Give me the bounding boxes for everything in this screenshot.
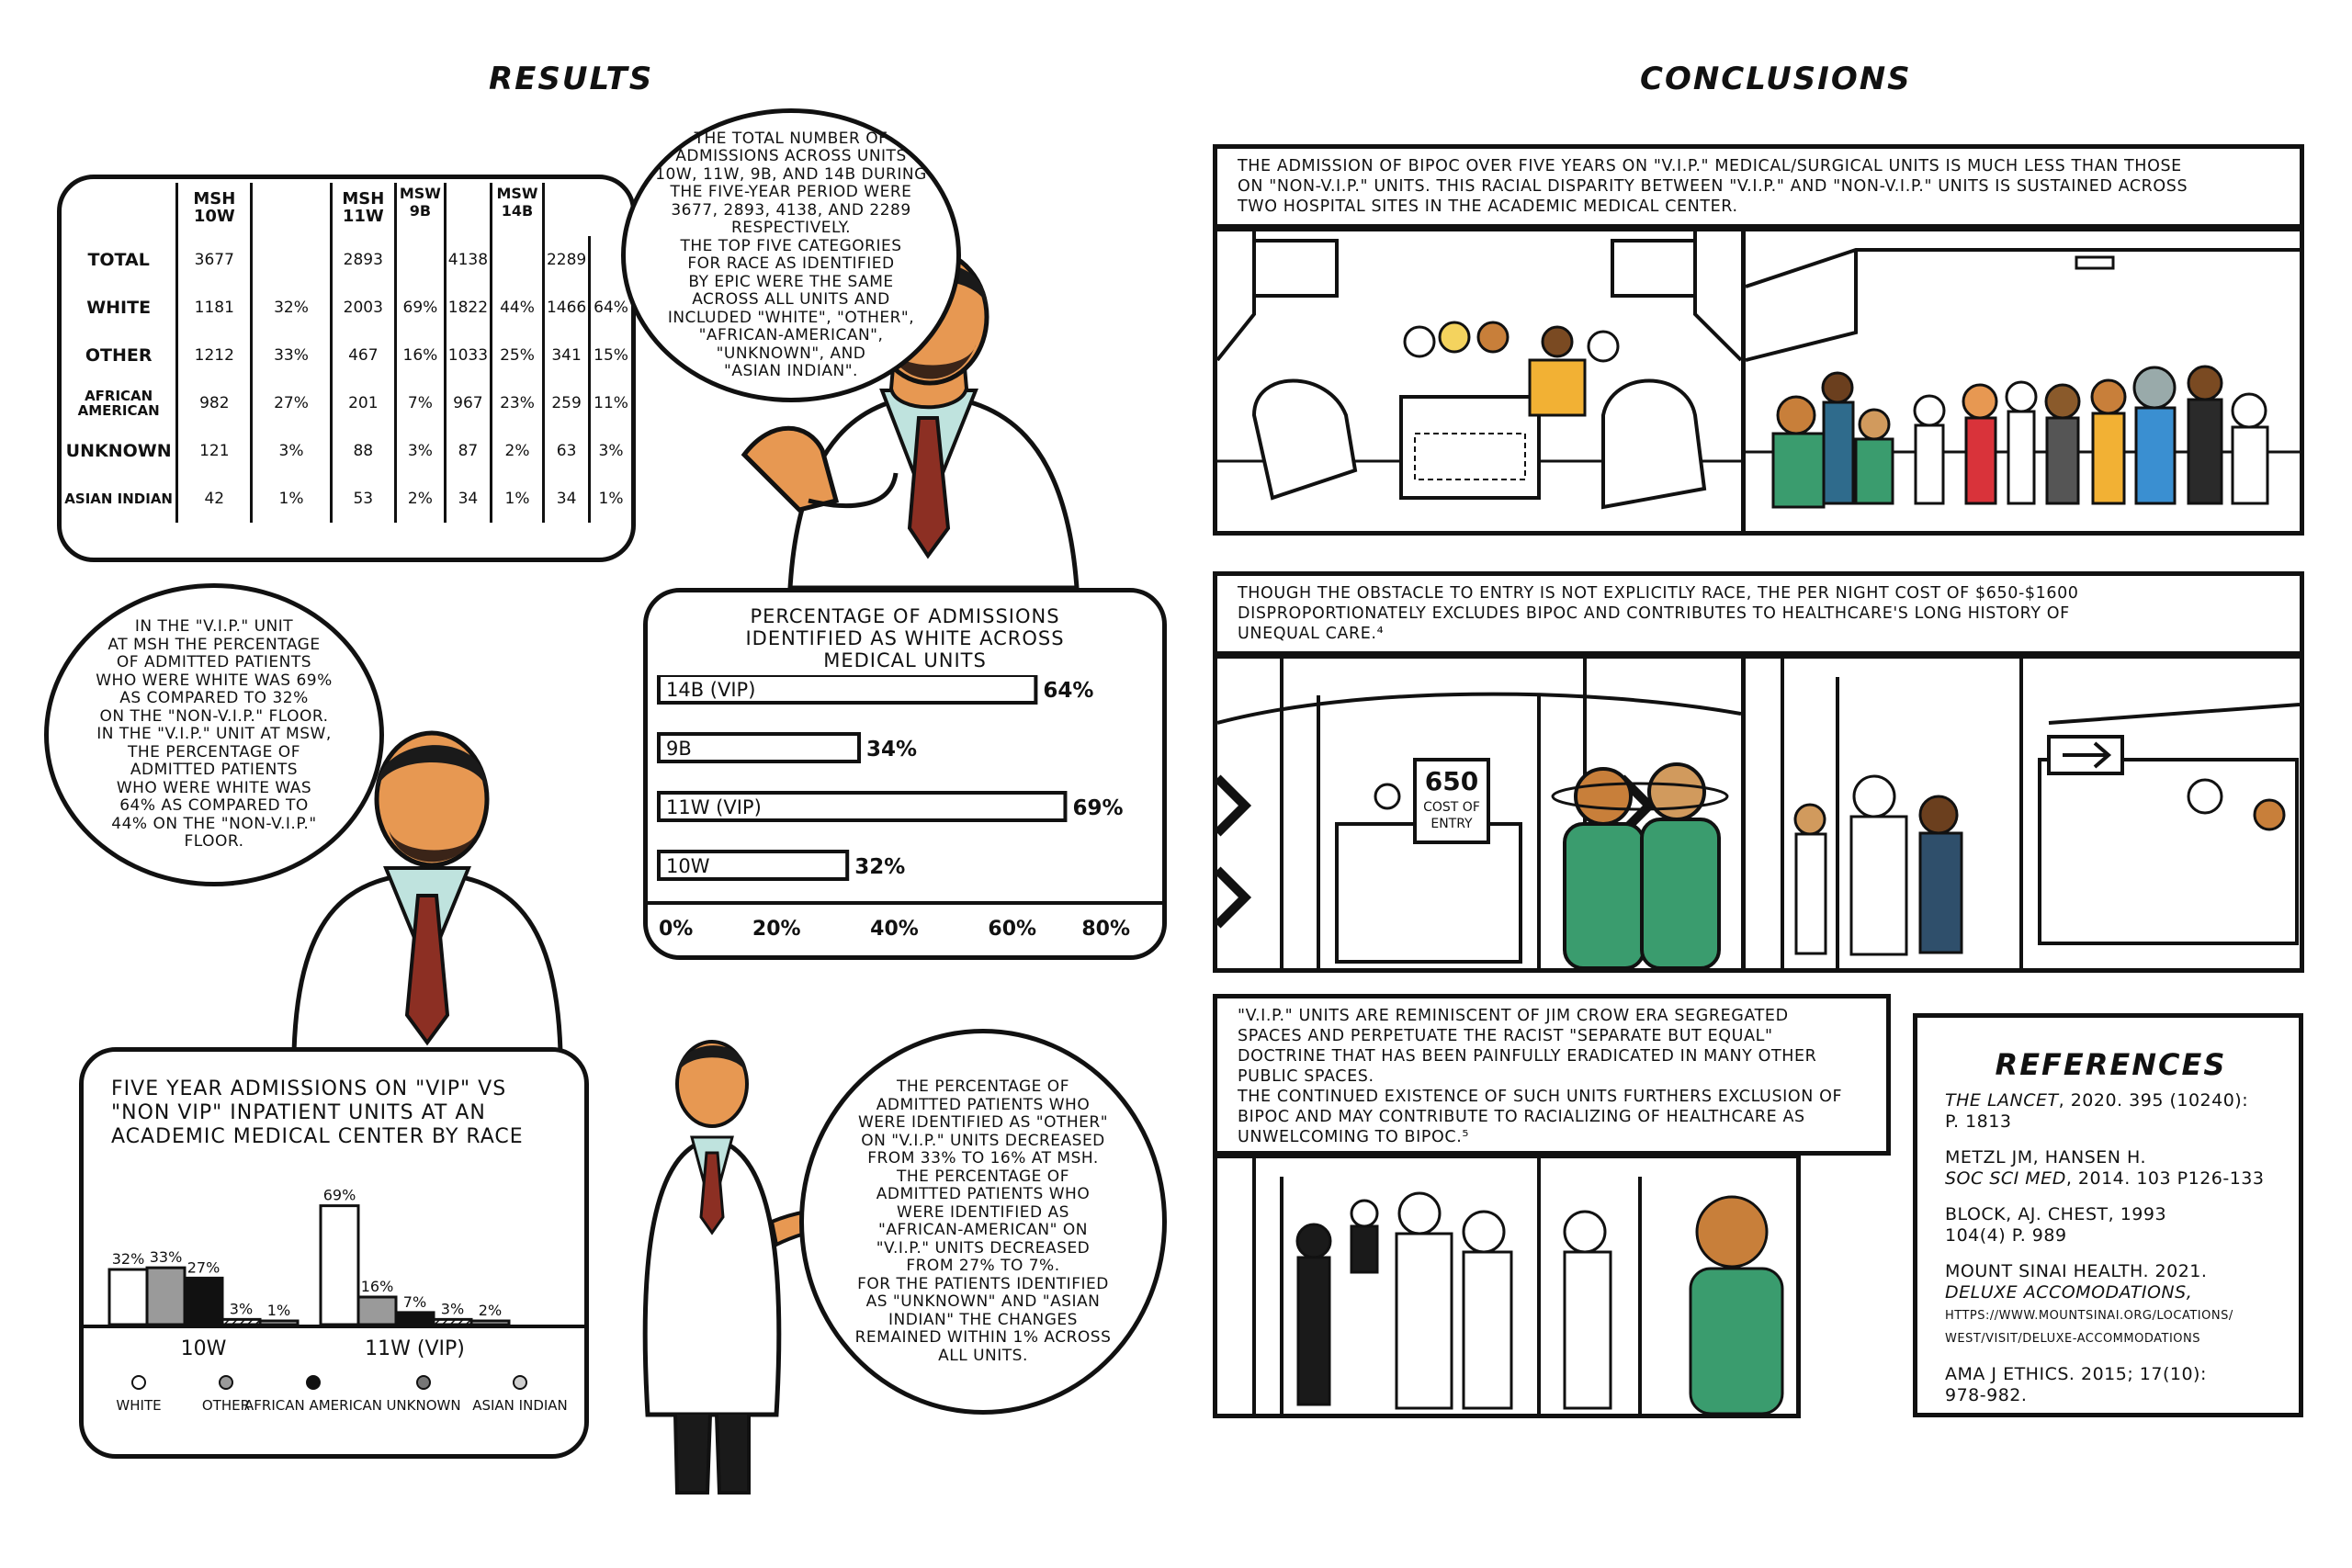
caption-line: UNWELCOMING TO BIPOC.⁵ bbox=[1238, 1128, 1469, 1146]
bubble-line: ACROSS ALL UNITS AND bbox=[692, 290, 890, 309]
bar-value-label: 3% bbox=[440, 1300, 465, 1318]
bubble-line: "UNKNOWN", AND bbox=[716, 344, 866, 363]
caption-line: DOCTRINE THAT HAS BEEN PAINFULLY ERADICATED IN MANY OTHER bbox=[1238, 1047, 1817, 1066]
white-percentage-chart-panel bbox=[643, 588, 1167, 960]
bubble-line: FROM 27% TO 7%. bbox=[906, 1257, 1060, 1275]
reference-3: BLOCK, AJ. CHEST, 1993 104(4) P. 989 bbox=[1945, 1204, 2167, 1246]
bubble-line: THE PERCENTAGE OF bbox=[897, 1077, 1069, 1096]
bubble-line: THE FIVE-YEAR PERIOD WERE bbox=[670, 183, 912, 201]
chart1-title: PERCENTAGE OF ADMISSIONS IDENTIFIED AS WHITE ACROSS MEDICAL UNITS bbox=[745, 605, 1065, 671]
count-cell: 1466 bbox=[544, 284, 590, 332]
bubble-line: 44% ON THE "NON-V.I.P." bbox=[111, 814, 317, 833]
count-cell: 34 bbox=[445, 475, 491, 523]
bar-value-label: 33% bbox=[149, 1248, 183, 1267]
bubble-line: OF ADMITTED PATIENTS bbox=[116, 653, 312, 672]
bubble-line: INCLUDED "WHITE", "OTHER", bbox=[667, 308, 915, 327]
bubble-line: AS COMPARED TO 32% bbox=[119, 689, 309, 708]
table-header-spacer bbox=[445, 183, 491, 236]
bar-category-label: 10W bbox=[666, 855, 710, 877]
references-panel bbox=[1913, 1013, 2303, 1417]
bubble-line: THE PERCENTAGE OF bbox=[128, 742, 300, 761]
table-row bbox=[62, 332, 631, 379]
caption-line: THOUGH THE OBSTACLE TO ENTRY IS NOT EXPLICITLY RACE, THE PER NIGHT COST OF $650-$1600 bbox=[1238, 584, 2079, 603]
x-tick-label: 60% bbox=[988, 918, 1037, 941]
bar bbox=[147, 1268, 185, 1325]
bubble-line: AS "UNKNOWN" AND "ASIAN bbox=[865, 1292, 1101, 1311]
bar-value-label: 2% bbox=[478, 1302, 503, 1319]
row-label: ASIAN INDIAN bbox=[62, 475, 177, 523]
bubble-line: FLOOR. bbox=[184, 832, 244, 852]
bar bbox=[260, 1321, 298, 1325]
count-cell: 2893 bbox=[331, 236, 395, 284]
bubble-line: FOR THE PATIENTS IDENTIFIED bbox=[857, 1274, 1109, 1293]
bar-value-label: 7% bbox=[402, 1292, 427, 1311]
bar bbox=[109, 1269, 147, 1325]
crowded-waiting-room-illustration bbox=[1741, 227, 2304, 536]
percent-cell: 3% bbox=[278, 442, 304, 460]
bubble-line: IN THE "V.I.P." UNIT AT MSW, bbox=[96, 725, 332, 744]
legend-swatch bbox=[307, 1376, 320, 1389]
x-category-label: 10W bbox=[180, 1337, 227, 1360]
bar bbox=[222, 1319, 260, 1325]
caption-line: "V.I.P." UNITS ARE REMINISCENT OF JIM CROW ERA SEGREGATED bbox=[1238, 1007, 1789, 1025]
percent-cell: 33% bbox=[274, 346, 309, 365]
segregated-spaces-illustration bbox=[1213, 1154, 1801, 1418]
legend-label: UNKNOWN bbox=[386, 1397, 461, 1414]
percent-cell: 1% bbox=[598, 490, 624, 508]
count-cell: 63 bbox=[544, 427, 590, 475]
bar-value-label: 3% bbox=[229, 1300, 254, 1318]
conclusion-caption-3 bbox=[1213, 994, 1891, 1156]
sign-line1: COST OF bbox=[1423, 800, 1480, 815]
count-cell: 1181 bbox=[177, 284, 252, 332]
bar-category-label: 14B (VIP) bbox=[666, 679, 756, 701]
bubble-line: "AFRICAN-AMERICAN" ON bbox=[878, 1221, 1088, 1239]
count-cell: 88 bbox=[331, 427, 395, 475]
percent-cell: 32% bbox=[274, 299, 309, 317]
bubble-line: WHO WERE WHITE WAS 69% bbox=[96, 671, 333, 690]
bar bbox=[321, 1206, 358, 1325]
count-cell: 259 bbox=[544, 379, 590, 427]
bubble-line: WERE IDENTIFIED AS bbox=[897, 1202, 1069, 1222]
bar bbox=[185, 1278, 222, 1325]
chart2-title: FIVE YEAR ADMISSIONS ON "VIP" VS "NON VIP" INPATIENT UNITS AT AN ACADEMIC MEDICAL CENTER BY RACE bbox=[111, 1077, 524, 1148]
count-cell: 1822 bbox=[445, 284, 491, 332]
table-row bbox=[62, 379, 631, 427]
bubble-line: WHO WERE WHITE WAS bbox=[116, 778, 312, 797]
count-cell: 87 bbox=[445, 427, 491, 475]
legend-swatch bbox=[514, 1376, 526, 1389]
percent-cell: 16% bbox=[402, 346, 438, 365]
private-entrance-illustration bbox=[1741, 654, 2304, 973]
reference-1: THE LANCET, 2020. 395 (10240): P. 1813 bbox=[1945, 1090, 2249, 1132]
count-cell: 341 bbox=[544, 332, 590, 379]
legend-swatch bbox=[132, 1376, 145, 1389]
bubble-line: AT MSH THE PERCENTAGE bbox=[107, 635, 321, 654]
bar-value-label: 32% bbox=[854, 855, 906, 879]
x-tick-label: 0% bbox=[659, 918, 694, 941]
bubble-line: INDIAN" THE CHANGES bbox=[888, 1310, 1078, 1329]
vip-lounge-illustration bbox=[1213, 227, 1746, 536]
percent-cell: 11% bbox=[594, 394, 628, 412]
percent-cell: 7% bbox=[407, 394, 433, 412]
table-header: MSW 9B bbox=[395, 183, 445, 236]
race-admissions-chart-panel bbox=[79, 1047, 589, 1459]
caption-line: SPACES AND PERPETUATE THE RACIST "SEPARATE BUT EQUAL" bbox=[1238, 1027, 1773, 1045]
caption-line: UNEQUAL CARE.⁴ bbox=[1238, 625, 1385, 643]
legend-label: WHITE bbox=[116, 1397, 162, 1414]
table-row bbox=[62, 236, 631, 284]
count-cell: 2289 bbox=[544, 236, 590, 284]
bubble-line: RESPECTIVELY. bbox=[730, 219, 852, 237]
x-tick-label: 80% bbox=[1081, 918, 1130, 941]
percent-cell: 27% bbox=[274, 394, 309, 412]
bar-value-label: 69% bbox=[1072, 796, 1124, 820]
count-cell: 4138 bbox=[445, 236, 491, 284]
bubble-line: ADMITTED PATIENTS WHO bbox=[876, 1095, 1091, 1114]
bar-value-label: 32% bbox=[111, 1250, 145, 1268]
percent-cell: 1% bbox=[504, 490, 530, 508]
conclusion-caption-1 bbox=[1213, 144, 2304, 229]
row-label: WHITE bbox=[62, 284, 177, 332]
bubble-line: THE TOP FIVE CATEGORIES bbox=[680, 236, 902, 255]
speech-bubble-other-percentage bbox=[799, 1029, 1167, 1415]
admissions-table-panel bbox=[57, 175, 636, 562]
bubble-line: ADMISSIONS ACROSS UNITS bbox=[675, 147, 907, 165]
table-header: MSW 14B bbox=[491, 183, 543, 236]
conclusions-title: CONCLUSIONS bbox=[1640, 61, 1912, 97]
table-header-spacer bbox=[252, 183, 331, 236]
table-corner bbox=[62, 183, 177, 236]
count-cell: 967 bbox=[445, 379, 491, 427]
caption-line: PUBLIC SPACES. bbox=[1238, 1067, 1374, 1086]
count-cell: 982 bbox=[177, 379, 252, 427]
bar-value-label: 64% bbox=[1043, 679, 1094, 703]
reference-2: METZL JM, HANSEN H. SOC SCI MED, 2014. 103 P126-133 bbox=[1945, 1147, 2265, 1189]
bubble-line: THE PERCENTAGE OF bbox=[897, 1167, 1069, 1186]
bar-category-label: 11W (VIP) bbox=[666, 796, 762, 818]
results-title: RESULTS bbox=[489, 61, 654, 97]
bubble-line: ON THE "NON-V.I.P." FLOOR. bbox=[99, 706, 329, 726]
table-header: MSH 10W bbox=[177, 183, 252, 236]
percent-cell: 2% bbox=[407, 490, 433, 508]
table-header: MSH 11W bbox=[331, 183, 395, 236]
x-tick-label: 40% bbox=[870, 918, 919, 941]
row-label: TOTAL bbox=[62, 236, 177, 284]
sign-cost: 650 bbox=[1424, 766, 1479, 796]
conclusion-caption-2 bbox=[1213, 571, 2304, 656]
bar bbox=[358, 1297, 396, 1325]
bar-value-label: 34% bbox=[866, 738, 918, 761]
caption-line: DISPROPORTIONATELY EXCLUDES BIPOC AND CONTRIBUTES TO HEALTHCARE'S LONG HISTORY OF bbox=[1238, 604, 2070, 623]
caption-line: TWO HOSPITAL SITES IN THE ACADEMIC MEDICAL CENTER. bbox=[1238, 197, 1738, 216]
bubble-line: 64% AS COMPARED TO bbox=[119, 796, 309, 816]
references-title: REFERENCES bbox=[1995, 1047, 2227, 1082]
caption-line: ON "NON-V.I.P." UNITS. THIS RACIAL DISPARITY BETWEEN "V.I.P." AND "NON-V.I.P." UNITS IS SUSTAINED ACROSS bbox=[1238, 177, 2188, 196]
bubble-line: FOR RACE AS IDENTIFIED bbox=[687, 254, 895, 273]
count-cell: 34 bbox=[544, 475, 590, 523]
bubble-line: ADMITTED PATIENTS WHO bbox=[876, 1185, 1091, 1203]
bubble-line: BY EPIC WERE THE SAME bbox=[688, 272, 894, 291]
bubble-line: WERE IDENTIFIED AS "OTHER" bbox=[857, 1113, 1109, 1132]
table-row bbox=[62, 427, 631, 475]
table-row bbox=[62, 284, 631, 332]
bubble-line: THE TOTAL NUMBER OF bbox=[694, 129, 888, 148]
percent-cell bbox=[395, 236, 445, 284]
bubble-line: "AFRICAN-AMERICAN", bbox=[698, 326, 884, 344]
caption-line: THE CONTINUED EXISTENCE OF SUCH UNITS FURTHERS EXCLUSION OF bbox=[1238, 1088, 1843, 1106]
percent-cell bbox=[252, 236, 331, 284]
bar bbox=[434, 1319, 471, 1325]
bubble-line: IN THE "V.I.P." UNIT bbox=[134, 617, 294, 637]
bar-category-label: 9B bbox=[666, 738, 692, 760]
count-cell: 42 bbox=[177, 475, 252, 523]
row-label: AFRICAN AMERICAN bbox=[62, 379, 177, 427]
bubble-line: ALL UNITS. bbox=[938, 1346, 1028, 1365]
reference-5: AMA J ETHICS. 2015; 17(10): 978-982. bbox=[1945, 1364, 2207, 1405]
bubble-line: 3677, 2893, 4138, AND 2289 bbox=[671, 200, 911, 220]
legend-label: OTHER bbox=[201, 1397, 251, 1414]
bubble-line: "V.I.P." UNITS DECREASED bbox=[876, 1238, 1091, 1258]
legend-label: ASIAN INDIAN bbox=[472, 1397, 568, 1414]
bubble-line: ON "V.I.P." UNITS DECREASED bbox=[861, 1131, 1105, 1150]
cost-of-entry-illustration bbox=[1213, 654, 1746, 973]
white-percentage-chart bbox=[648, 675, 1162, 951]
x-category-label: 11W (VIP) bbox=[365, 1337, 465, 1360]
bubble-line: 10W, 11W, 9B, AND 14B DURING bbox=[655, 164, 927, 184]
count-cell: 3677 bbox=[177, 236, 252, 284]
race-admissions-chart bbox=[84, 1176, 584, 1451]
percent-cell: 23% bbox=[500, 394, 535, 412]
legend-swatch bbox=[220, 1376, 232, 1389]
percent-cell: 1% bbox=[278, 490, 304, 508]
percent-cell: 69% bbox=[402, 299, 438, 317]
bubble-line: ADMITTED PATIENTS bbox=[130, 761, 299, 780]
caption-line: BIPOC AND MAY CONTRIBUTE TO RACIALIZING OF HEALTHCARE AS bbox=[1238, 1108, 1805, 1126]
legend-label: AFRICAN AMERICAN bbox=[244, 1397, 382, 1414]
percent-cell: 25% bbox=[500, 346, 535, 365]
x-tick-label: 20% bbox=[752, 918, 801, 941]
reference-4: MOUNT SINAI HEALTH. 2021. DELUXE ACCOMODATIONS, HTTPS://WWW.MOUNTSINAI.ORG/LOCATIONS/ WEST/VISIT/DELUXE-ACCOMMODATIONS bbox=[1945, 1261, 2233, 1346]
sign-line2: ENTRY bbox=[1430, 817, 1473, 831]
row-label: UNKNOWN bbox=[62, 427, 177, 475]
count-cell: 1033 bbox=[445, 332, 491, 379]
bar-value-label: 1% bbox=[266, 1302, 291, 1319]
caption-line: THE ADMISSION OF BIPOC OVER FIVE YEARS ON "V.I.P." MEDICAL/SURGICAL UNITS IS MUCH LESS THAN THOSE bbox=[1238, 157, 2182, 175]
percent-cell: 3% bbox=[407, 442, 433, 460]
percent-cell bbox=[491, 236, 543, 284]
bar-value-label: 69% bbox=[322, 1186, 356, 1204]
percent-cell: 44% bbox=[500, 299, 535, 317]
count-cell: 201 bbox=[331, 379, 395, 427]
bar bbox=[471, 1321, 509, 1325]
percent-cell: 15% bbox=[594, 346, 628, 365]
speech-bubble-white-percentage bbox=[44, 583, 384, 886]
bar-value-label: 16% bbox=[360, 1278, 394, 1295]
count-cell: 467 bbox=[331, 332, 395, 379]
percent-cell: 2% bbox=[504, 442, 530, 460]
count-cell: 53 bbox=[331, 475, 395, 523]
bar-value-label: 27% bbox=[187, 1258, 220, 1277]
count-cell: 2003 bbox=[331, 284, 395, 332]
percent-cell: 3% bbox=[598, 442, 624, 460]
bubble-line: REMAINED WITHIN 1% ACROSS bbox=[854, 1328, 1112, 1347]
row-label: OTHER bbox=[62, 332, 177, 379]
bar bbox=[396, 1313, 434, 1325]
table-row bbox=[62, 475, 631, 523]
bubble-line: FROM 33% TO 16% AT MSH. bbox=[867, 1149, 1099, 1168]
percent-cell: 64% bbox=[594, 299, 628, 317]
count-cell: 121 bbox=[177, 427, 252, 475]
speech-bubble-totals bbox=[621, 108, 961, 402]
table-header-spacer bbox=[544, 183, 590, 236]
legend-swatch bbox=[417, 1376, 430, 1389]
count-cell: 1212 bbox=[177, 332, 252, 379]
bubble-line: "ASIAN INDIAN". bbox=[724, 362, 858, 380]
admissions-table bbox=[62, 183, 631, 523]
